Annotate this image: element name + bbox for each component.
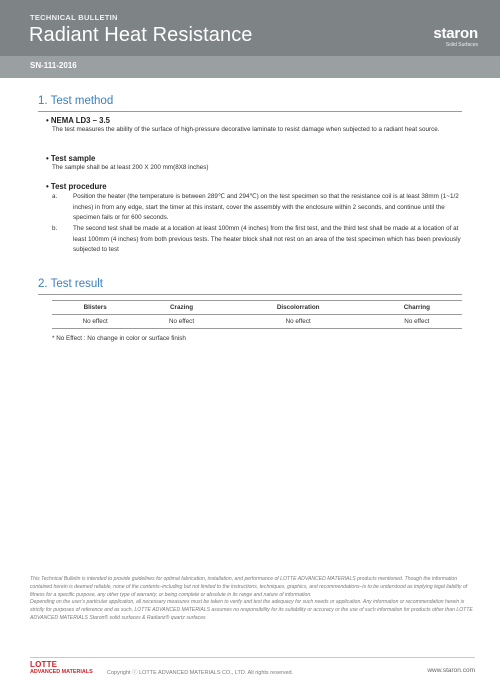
table-row <box>52 315 462 329</box>
test-sample-heading: • Test sample <box>46 154 96 163</box>
lotte-logo-name: LOTTE <box>30 660 58 669</box>
disclaimer <box>30 576 475 623</box>
column-header-charring: Charring <box>372 301 462 315</box>
column-header-discoloration: Discolorration <box>225 301 372 315</box>
brand-subtitle: Solid Surfaces <box>445 42 478 48</box>
bulletin-kicker: TECHNICAL BULLETIN <box>30 13 118 22</box>
result-cell-blisters: No effect <box>52 315 138 329</box>
procedure-item-text: The second test shall be made at a location at least 100mm (4 inches) from the first test, and the third test shall be made at a location of at least 100mm (4 inches) from both previous tests. The heater block shall not rest on an area of the test specimen which has been previously subjected to test <box>73 225 461 253</box>
test-result-table <box>52 300 462 329</box>
procedure-item <box>52 224 462 256</box>
disclaimer-paragraph: Depending on the user's particular application, all necessary measures must be taken to verify and test the adequacy for such needs or application. Any information or recommendation herein is strictly for purposes of reference and as such, LOTTE ADVANCED MATERIALS assumes no responsibility for its suitability or accuracy or the use of such information for products other than LOTTE ADVANCED MATERIALS Staron® solid surfaces & Radianz® quartz surfaces <box>30 599 473 621</box>
test-procedure-heading: • Test procedure <box>46 182 107 191</box>
footer-divider <box>30 657 475 658</box>
standard-heading: • NEMA LD3 – 3.5 <box>46 116 110 125</box>
website-link[interactable]: www.staron.com <box>427 667 475 674</box>
section-divider <box>38 294 462 295</box>
page-title: Radiant Heat Resistance <box>29 24 253 46</box>
copyright-notice: Copyright ⓒ LOTTE ADVANCED MATERIALS CO., LTD. All rights reserved. <box>107 670 294 676</box>
table-header-row <box>52 301 462 315</box>
standard-description: The test measures the ability of the surface of high-pressure decorative laminate to resist damage when subjected to a radiant heat source. <box>52 126 440 133</box>
lotte-logo <box>30 660 93 676</box>
procedure-item <box>52 192 462 224</box>
procedure-item-letter: b. <box>52 225 58 232</box>
brand-name: staron <box>433 25 478 42</box>
lotte-logo-subtitle: ADVANCED MATERIALS <box>30 669 93 675</box>
section-divider <box>38 111 462 112</box>
section-test-method-title: 1. Test method <box>38 95 114 107</box>
document-code: SN-111-2016 <box>30 61 77 70</box>
staron-logo <box>433 26 478 49</box>
disclaimer-paragraph: This Technical Bulletin is intended to provide guidelines for optimal fabrication, installation, and performance of LOTTE ADVANCED MATERIALS products mentioned. Though the information contained herein is deemed reliable, none of the contents–including but not limited to the instructions, techniques, graphics, and recommendations–is to be understood as implying legal liability of fitness for a specific purpose, any other type of warranty, or being complete or absolute in its range and nature of information. <box>30 576 468 598</box>
procedure-item-letter: a. <box>52 193 58 200</box>
result-cell-discoloration: No effect <box>225 315 372 329</box>
test-sample-description: The sample shall be at least 200 X 200 mm(8X8 inches) <box>52 164 209 171</box>
result-cell-charring: No effect <box>372 315 462 329</box>
procedure-item-text: Position the heater (the temperature is between 289℃ and 294℃) on the test specimen so that the resistance coil is at least 38mm (1~1/2 inches) in from any edge, start the timer at this instant, cover the assembly with the enclosure within 2 seconds, and continue until the specimen fails or for 600 seconds. <box>73 193 459 221</box>
column-header-blisters: Blisters <box>52 301 138 315</box>
column-header-crazing: Crazing <box>138 301 224 315</box>
result-cell-crazing: No effect <box>138 315 224 329</box>
section-test-result-title: 2. Test result <box>38 278 103 290</box>
result-footnote: * No Effect : No change in color or surface finish <box>52 335 186 342</box>
